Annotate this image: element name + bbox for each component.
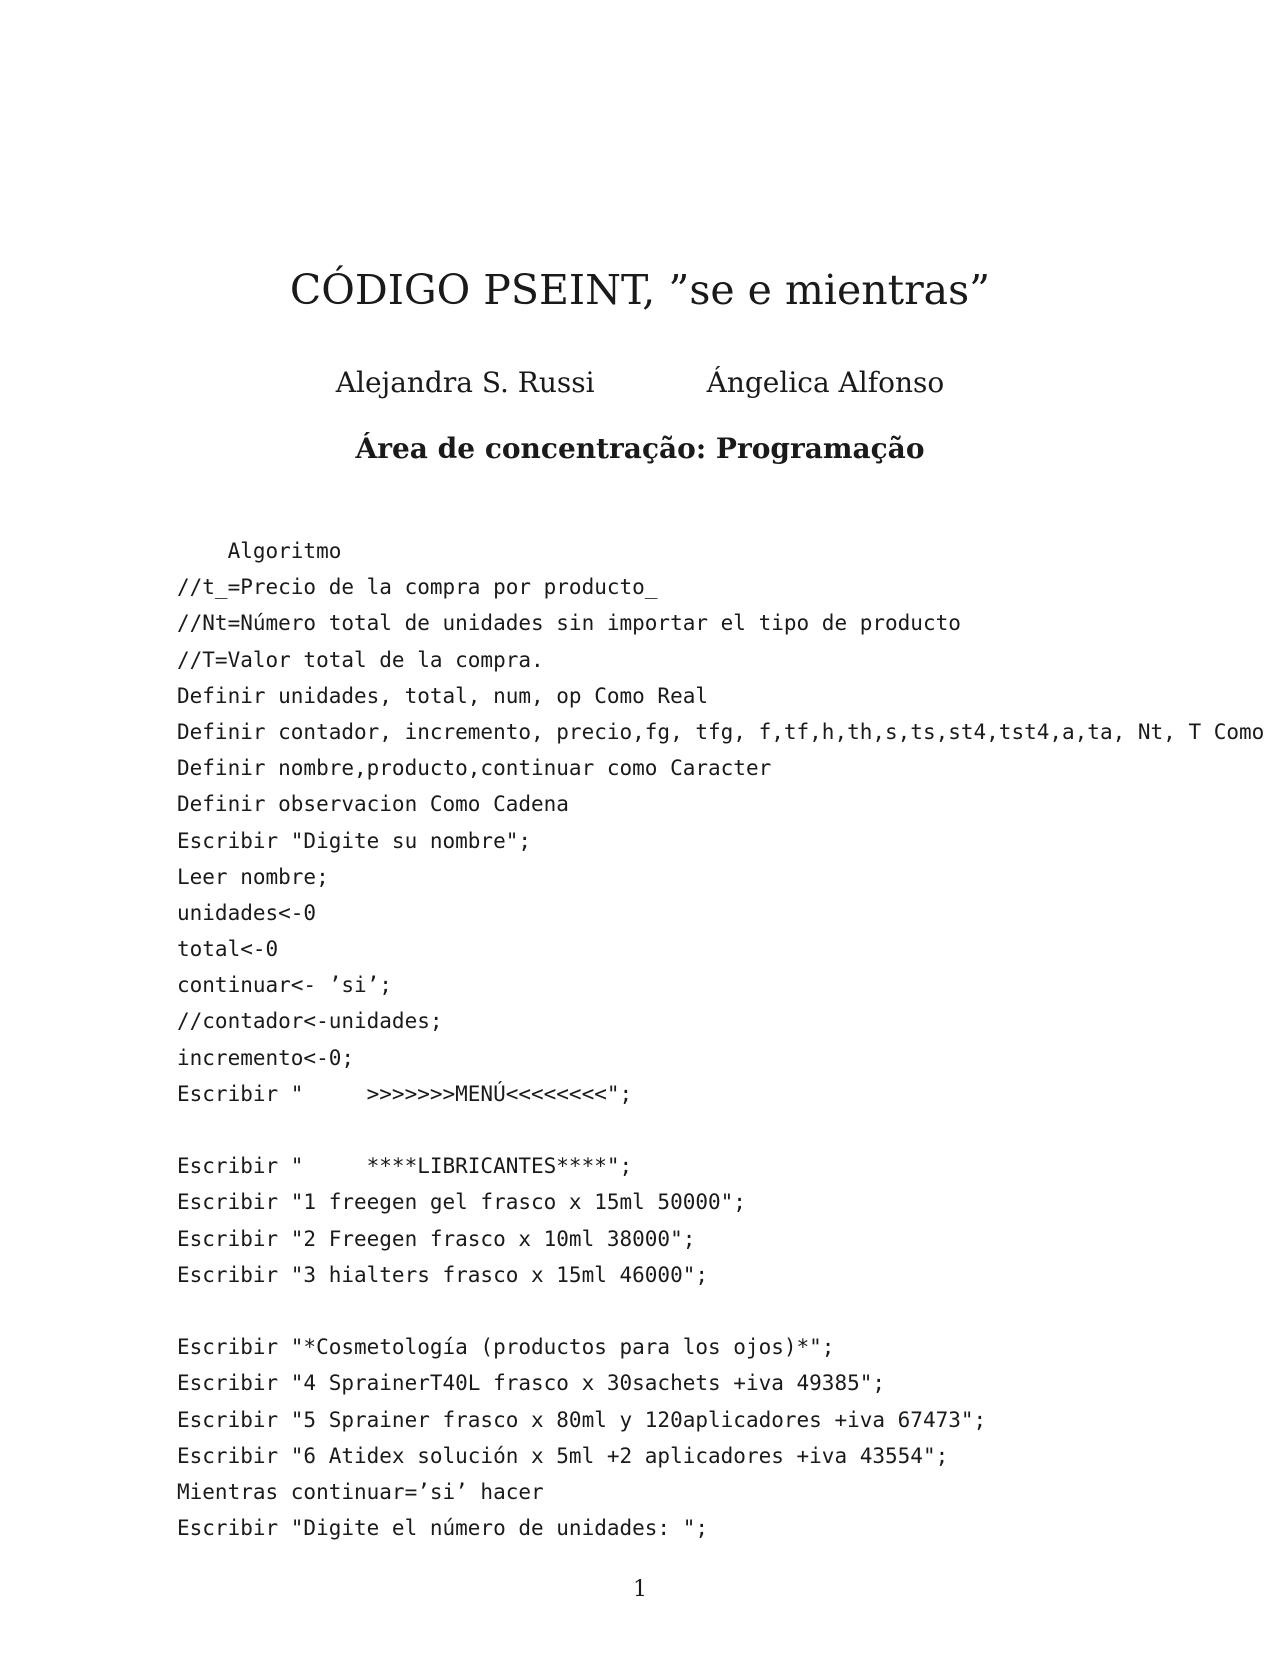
code-line: //t_=Precio de la compra por producto_ <box>177 575 658 600</box>
code-line: Escribir "6 Atidex solución x 5ml +2 aplicadores +iva 43554"; <box>177 1443 949 1468</box>
code-line: Escribir "3 hialters frasco x 15ml 46000"; <box>177 1262 709 1287</box>
code-line: Escribir "1 freegen gel frasco x 15ml 50000"; <box>177 1190 746 1215</box>
code-line: Escribir "Digite el número de unidades: "; <box>177 1516 709 1541</box>
author-list <box>0 366 1280 400</box>
blank-line <box>177 1293 1280 1329</box>
code-line: //Nt=Número total de unidades sin importar el tipo de producto <box>177 611 961 636</box>
code-line: Leer nombre; <box>177 864 329 889</box>
code-line: unidades<-0 <box>177 900 317 925</box>
code-line: Escribir "Digite su nombre"; <box>177 828 532 853</box>
code-line: Definir nombre,producto,continuar como Caracter <box>177 756 772 781</box>
code-line: Escribir " >>>>>>>MENÚ<<<<<<<<"; <box>177 1081 633 1106</box>
code-line: //T=Valor total de la compra. <box>177 647 544 672</box>
code-line: Escribir " ****LIBRICANTES****"; <box>177 1154 633 1179</box>
code-line: Escribir "2 Freegen frasco x 10ml 38000"; <box>177 1226 696 1251</box>
code-line: Definir unidades, total, num, op Como Real <box>177 683 709 708</box>
code-line: incremento<-0; <box>177 1045 355 1070</box>
concentration-area: Área de concentração: Programação <box>355 432 925 465</box>
code-line: Escribir "4 SprainerT40L frasco x 30sachets +iva 49385"; <box>177 1371 886 1396</box>
author-name: Ángelica Alfonso <box>706 366 945 399</box>
page-number: 1 <box>633 1577 647 1602</box>
code-line: //contador<-unidades; <box>177 1009 443 1034</box>
code-line: Escribir "5 Sprainer frasco x 80ml y 120aplicadores +iva 67473"; <box>177 1407 987 1432</box>
code-line: continuar<- ’si’; <box>177 973 392 998</box>
code-listing <box>177 533 1280 1546</box>
code-line: Definir contador, incremento, precio,fg, tfg, f,tf,h,th,s,ts,st4,tst4,a,ta, Nt, T Como <box>177 719 1265 744</box>
code-line: Escribir "*Cosmetología (productos para los ojos)*"; <box>177 1335 835 1360</box>
blank-line <box>177 1112 1280 1148</box>
document-title: CÓDIGO PSEINT, ”se e mientras” <box>289 266 991 314</box>
code-line: total<-0 <box>177 937 279 962</box>
author-name: Alejandra S. Russi <box>335 366 595 399</box>
code-line: Mientras continuar=’si’ hacer <box>177 1479 544 1504</box>
code-line: Definir observacion Como Cadena <box>177 792 569 817</box>
code-line: Algoritmo <box>177 539 342 563</box>
